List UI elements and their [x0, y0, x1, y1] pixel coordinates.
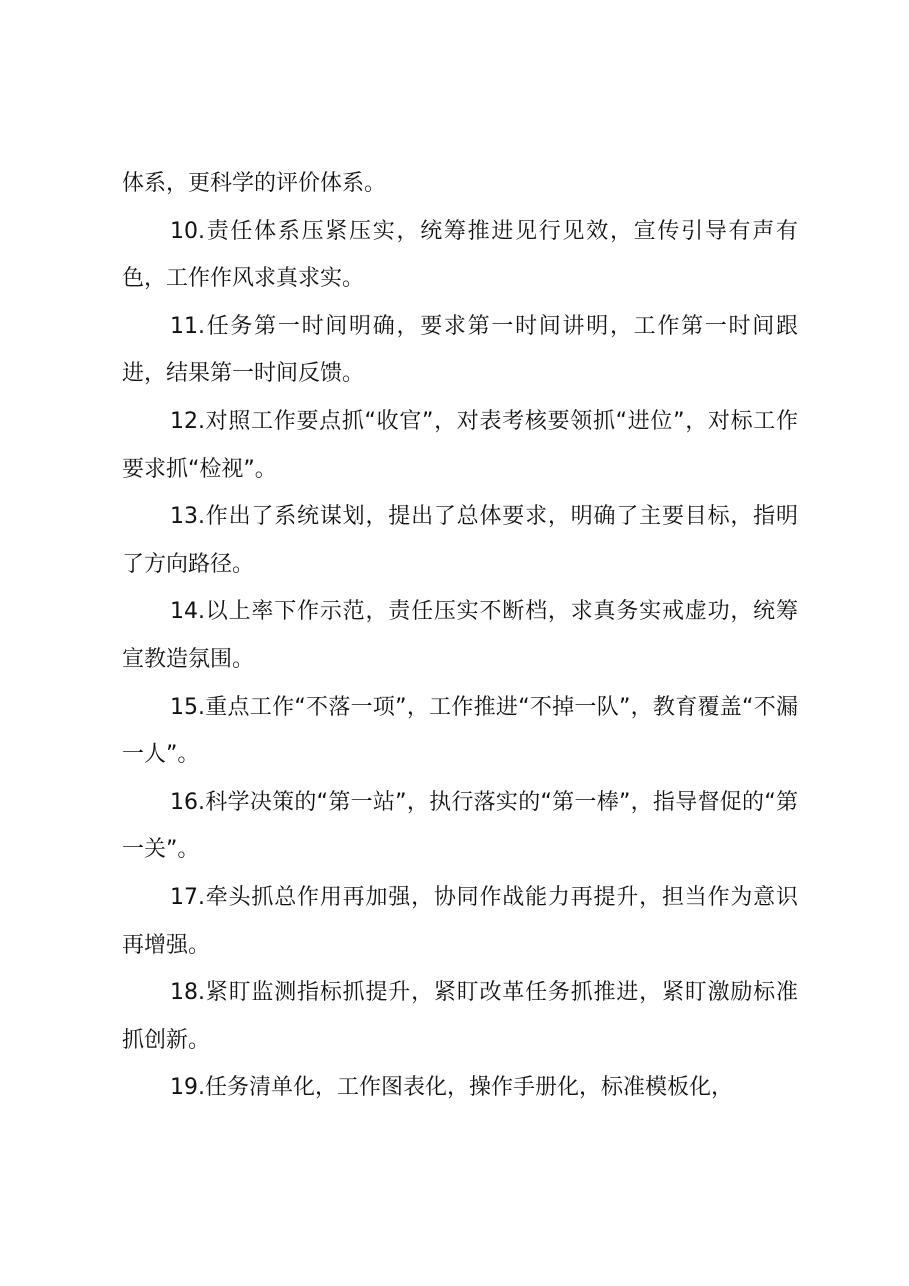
paragraph-item-17: 17.牵头抓总作用再加强，协同作战能力再提升，担当作为意识再增强。: [122, 884, 798, 958]
paragraph-item-14: 14.以上率下作示范，责任压实不断档，求真务实戒虚功，统筹宣教造氛围。: [122, 599, 798, 672]
paragraph-item-13: 13.作出了系统谋划，提出了总体要求，明确了主要目标，指明了方向路径。: [122, 504, 798, 577]
paragraph-continuation: 体系，更科学的评价体系。: [122, 171, 387, 196]
paragraph-item-18: 18.紧盯监测指标抓提升，紧盯改革任务抓推进，紧盯激励标准抓创新。: [122, 980, 798, 1053]
paragraph-item-10: 10.责任体系压紧压实，统筹推进见行见效，宣传引导有声有色，工作作风求真求实。: [122, 218, 798, 292]
paragraph-item-19: 19.任务清单化，工作图表化，操作手册化，标准模板化，: [170, 1075, 733, 1101]
paragraph-item-15: 15.重点工作“不落一项”，工作推进“不掉一队”，教育覆盖“不漏一人”。: [122, 694, 798, 768]
paragraph-item-11: 11.任务第一时间明确，要求第一时间讲明，工作第一时间跟进，结果第一时间反馈。: [122, 313, 798, 387]
paragraph-item-16: 16.科学决策的“第一站”，执行落实的“第一棒”，指导督促的“第一关”。: [122, 789, 798, 863]
paragraph-item-12: 12.对照工作要点抓“收官”，对表考核要领抓“进位”，对标工作要求抓“检视”。: [122, 408, 798, 482]
document-body: [122, 160, 798, 1112]
